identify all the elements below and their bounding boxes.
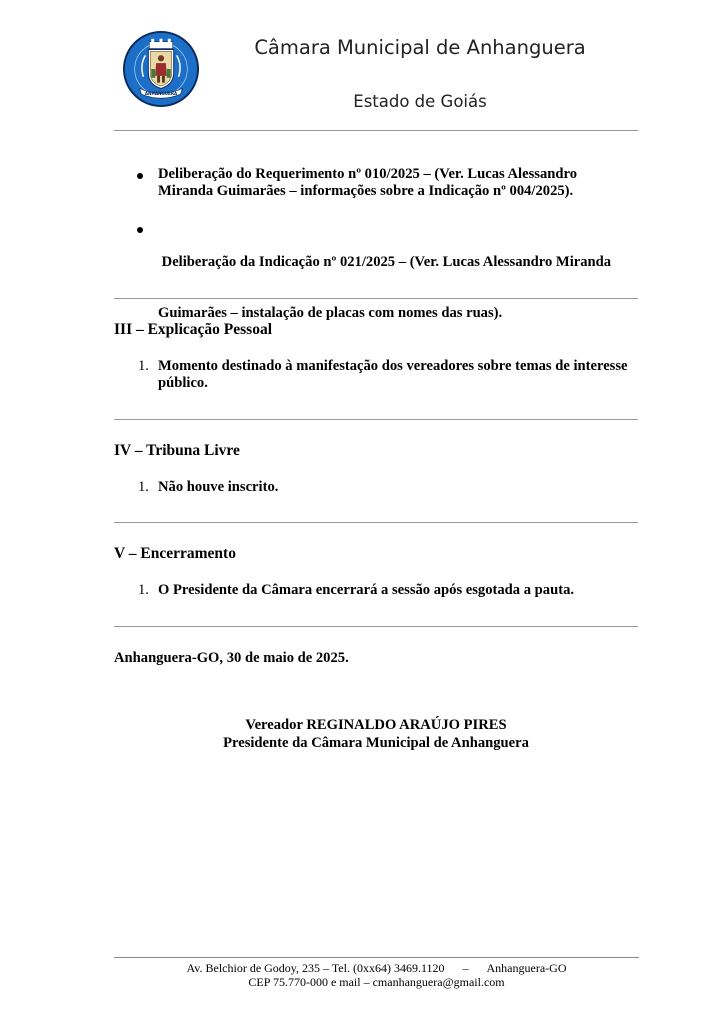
section-divider [114, 298, 638, 299]
item-number: 1. [138, 479, 149, 495]
seal-ribbon-text: ANHANGUERA [144, 90, 178, 96]
header-divider [114, 130, 638, 131]
signature-role: Presidente da Câmara Municipal de Anhanguera [223, 735, 529, 751]
section-divider [114, 626, 638, 627]
section-title: IV – Tribuna Livre [114, 442, 240, 459]
item-number: 1. [138, 358, 149, 374]
bullet-dot [137, 173, 143, 179]
bullet-item: Deliberação da Indicação nº 021/2025 – (Ver. Lucas Alessandro Miranda Guimarães – instalação de placas com nomes das ruas). [158, 254, 612, 321]
section-item: O Presidente da Câmara encerrará a sessão após esgotada a pauta. [158, 582, 575, 598]
footer-line-1 [114, 961, 639, 976]
signature-name: Vereador REGINALDO ARAÚJO PIRES [245, 717, 507, 733]
item-number: 1. [138, 582, 149, 598]
section-divider [114, 522, 638, 523]
footer-separator: – [462, 961, 469, 975]
header-subtitle: Estado de Goiás [353, 92, 487, 111]
section-title: III – Explicação Pessoal [114, 321, 273, 338]
footer-line-2: CEP 75.770-000 e mail – cmanhanguera@gmail.com [248, 975, 505, 989]
date-line: Anhanguera-GO, 30 de maio de 2025. [114, 650, 349, 666]
bullet-item: Deliberação do Requerimento nº 010/2025 – (Ver. Lucas Alessandro Miranda Guimarães – informações sobre a Indicação nº 004/2025). [158, 166, 577, 199]
section-item: Momento destinado à manifestação dos vereadores sobre temas de interesse público. [158, 358, 628, 391]
section-title: V – Encerramento [114, 545, 236, 562]
header-title: Câmara Municipal de Anhanguera [254, 36, 586, 59]
section-divider [114, 419, 638, 420]
bullet-dot [137, 227, 143, 233]
municipal-seal-logo [122, 30, 200, 108]
footer-city: Anhanguera-GO [486, 961, 567, 975]
section-item: Não houve inscrito. [158, 479, 279, 495]
footer-address: Av. Belchior de Godoy, 235 – Tel. (0xx64) 3469.1120 [186, 961, 445, 975]
footer-divider [114, 957, 639, 958]
